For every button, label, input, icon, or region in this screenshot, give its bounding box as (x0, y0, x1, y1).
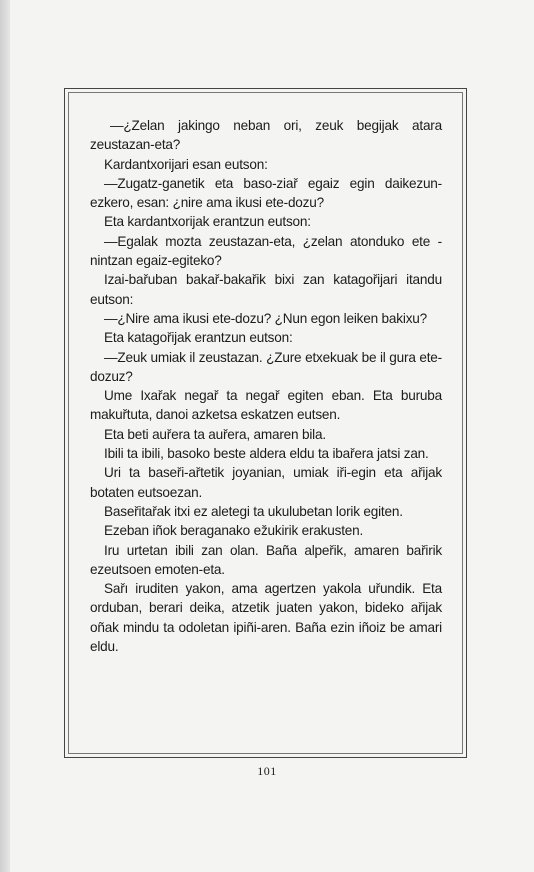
page-body-text (90, 116, 442, 656)
paragraph: Eta kardantxorijak erantzun eutson: (104, 214, 311, 230)
paragraph: —Egalak mozta zeustazan-eta, ¿zelan atonduko ete -nintzan egaiz-egiteko? (90, 233, 442, 269)
paragraph: Izai-bařuban bakař-bakařik bixi zan katagořijari itandu eutson: (90, 272, 442, 307)
paragraph: Sařı iruditen yakon, ama agertzen yakola uřundik. Eta orduban, berari deika, atzetik juaten yakon, bideko ařijak oñak mindu ta odoletan ipiñi-aren. Baña ezin iñoiz be amari eldu. (90, 581, 442, 655)
paragraph: Iru urtetan ibili zan olan. Baña alpeřik, amaren bařirik ezeutsoen emoten-eta. (90, 542, 442, 577)
paragraph: Ibili ta ibili, basoko beste aldera eldu ta ibařera jatsi zan. (104, 446, 429, 462)
paragraph: Eta beti auřera ta auřera, amaren bila. (104, 426, 326, 442)
paragraph: —¿Zelan jakingo neban ori, zeuk begijak atara zeustazan-eta? (90, 118, 442, 153)
paragraph: Ume Ixařak negař ta negař egiten eban. Eta buruba makuřtuta, danoi azketsa eskatzen eutsen. (90, 388, 442, 423)
page-number: 101 (257, 764, 277, 778)
paragraph: Uri ta baseři-ařtetik joyanian, umiak iři-egin eta ařijak botaten eutsoezan. (90, 465, 442, 500)
paragraph: Eta katagořijak erantzun eutson: (104, 330, 293, 346)
paragraph: Kardantxorijari esan eutson: (104, 156, 268, 172)
paragraph: —Zugatz-ganetik eta baso-ziař egaiz egin daikezun-ezkero, esan: ¿nire ama ikusi ete-dozu? (90, 175, 442, 211)
paragraph: Ezeban iñok beraganako ežukirik erakusten. (104, 523, 364, 539)
paragraph: —¿Nire ama ikusi ete-dozu? ¿Nun egon leiken bakixu? (104, 310, 428, 326)
book-binding-shadow (0, 0, 10, 872)
paragraph: Baseřitařak itxi ez aletegi ta ukulubetan lorik egiten. (104, 503, 403, 519)
paragraph: —Zeuk umiak il zeustazan. ¿Zure etxekuak be il gura ete-dozuz? (90, 349, 442, 384)
